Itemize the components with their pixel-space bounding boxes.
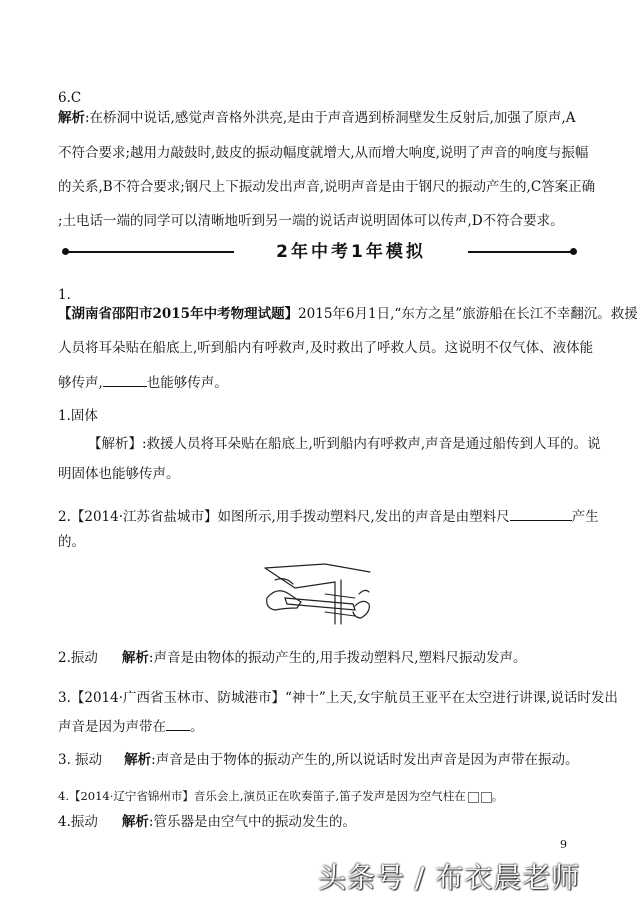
q2-answer-line: 2.振动 解析:声音是由物体的振动产生的,用手拨动塑料尺,塑料尺振动发声。 [58,650,527,666]
q6-analysis-line: 解析:在桥洞中说话,感觉声音格外洪亮,是由于声音遇到桥洞壁发生反射后,加强了原声,A [58,110,576,126]
table-top-edge [265,564,370,572]
q6-analysis-line: 的关系,B不符合要求;钢尺上下振动发出声音,说明声音是由于钢尺的振动产生的,C答案正确 [58,179,596,195]
watermark: 头条号 / 布衣晨老师 [318,861,581,894]
q1-number: 1. [58,287,71,303]
q4-answer-line: 4.振动 解析:管乐器是由空气中的振动发生的。 [58,814,356,830]
q6-analysis-line: 不符合要求;越用力敲鼓时,鼓皮的振动幅度就增大,从而增大响度,说明了声音的响度与振幅 [58,145,589,161]
q6-answer: 6.C [58,90,82,106]
q1-line: 【湖南省邵阳市2015年中考物理试题】2015年6月1日,“东方之星”旅游船在长江不幸翻沉。救援 [58,306,638,322]
analysis-label: 解析 [58,110,85,126]
blank-box [481,792,492,803]
q1-line: 人员将耳朵贴在船底上,听到船内有呼救声,及时救出了呼救人员。这说明不仅气体、液体能 [58,340,594,356]
section-banner [58,240,578,264]
q6-analysis-line: ;土电话一端的同学可以清晰地听到另一端的说话声说明固体可以传声,D不符合要求。 [58,213,564,229]
q4-line: 4.【2014·辽宁省锦州市】音乐会上,演员正在吹奏笛子,笛子发声是因为空气柱在 。 [58,789,504,803]
q1-source: 【湖南省邵阳市2015年中考物理试题】 [58,306,299,322]
q3-answer-line: 3. 振动 解析:声音是由于物体的振动产生的,所以说话时发出声音是因为声带在振动。 [58,752,579,768]
q3-line: 3.【2014·广西省玉林市、防城港市】“神十”上天,女宇航员王亚平在太空进行讲课,说话时发出 [58,690,618,706]
q1-line: 够传声, 也能够传声。 [58,372,598,393]
q1-analysis: 明固体也能够传声。 [58,466,180,482]
q2-line: 2.【2014·江苏省盐城市】如图所示,用手拨动塑料尺,发出的声音是由塑料尺 产生 [58,506,598,527]
answer-blank [510,506,572,521]
left-hand [267,591,301,610]
banner-rule-left [68,251,234,253]
ruler-plucking-figure [255,558,375,626]
table-top-front [265,568,335,588]
ruler-vibration-lines [325,594,355,616]
answer-blank [166,716,190,731]
banner-rule-right [468,251,572,253]
q3-line: 声音是因为声带在 。 [58,716,598,737]
q1-answer: 1.固体 [58,408,98,424]
plucking-finger [359,590,369,594]
banner-dot [570,248,577,255]
section-title: 2年中考1年模拟 [276,242,426,262]
blank-box [468,792,479,803]
page-number: 9 [560,838,567,851]
q1-analysis: 【解析】:救援人员将耳朵贴在船底上,听到船内有呼救声,声音是通过船传到人耳的。说 [88,436,601,452]
q2-line: 的。 [58,534,85,550]
answer-blank [103,372,147,387]
